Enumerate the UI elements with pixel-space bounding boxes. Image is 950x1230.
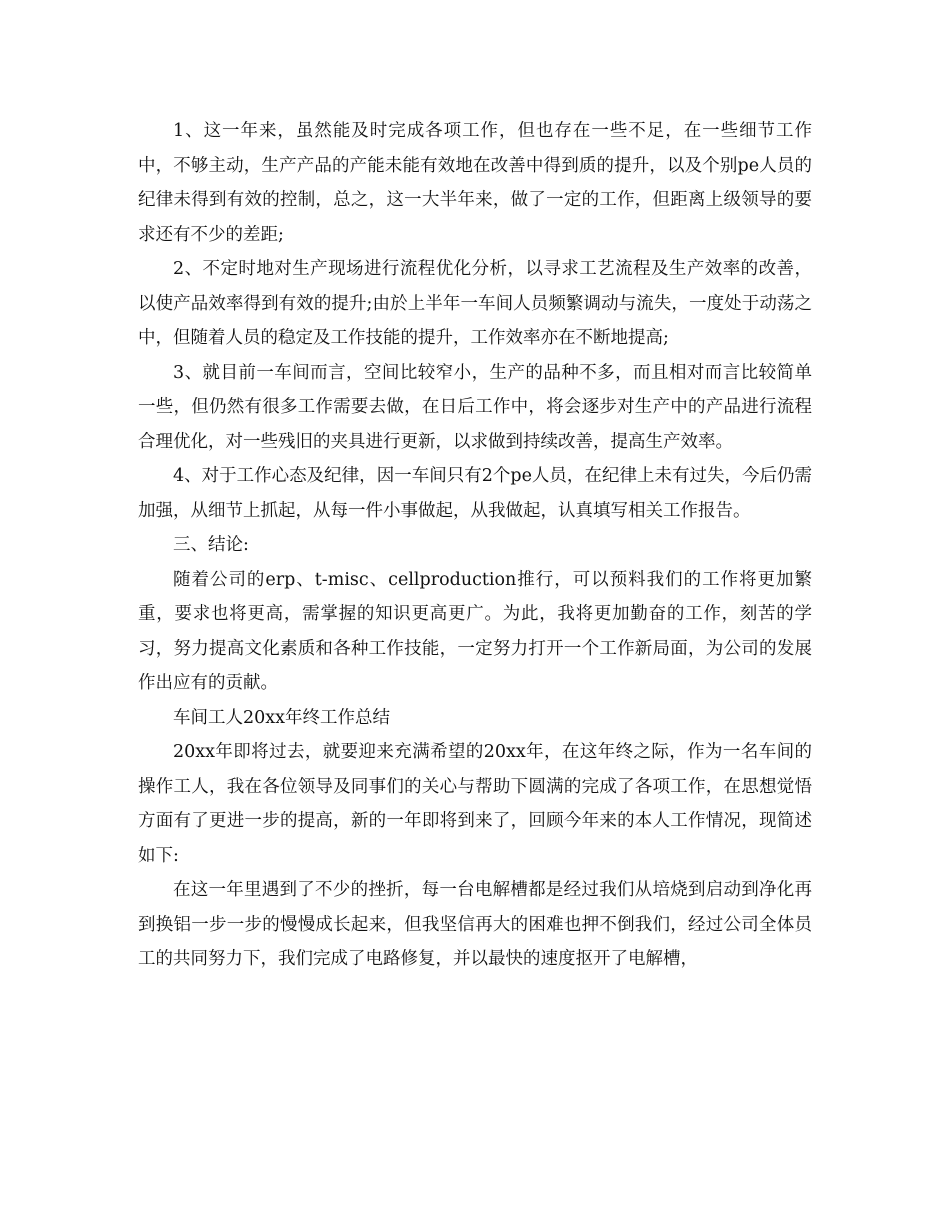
- body-paragraph: 在这一年里遇到了不少的挫折，每一台电解槽都是经过我们从培烧到启动到净化再到换铝一步一步的慢慢成长起来，但我坚信再大的困难也押不倒我们，经过公司全体员工的共同努力下，我们完成了电路修复，并以最快的速度抠开了电解槽，: [138, 880, 812, 969]
- conclusion-paragraph: 随着公司的erp、t-misc、cellproduction推行，可以预料我们的工作将更加繁重，要求也将更高，需掌握的知识更高更广。为此，我将更加勤奋的工作，刻苦的学习，努力提高文化素质和各种工作技能，一定努力打开一个工作新局面，为公司的发展作出应有的贡献。: [138, 569, 812, 693]
- document-body: [138, 114, 812, 977]
- paragraph-item-1: 1、这一年来，虽然能及时完成各项工作，但也存在一些不足，在一些细节工作中，不够主动，生产产品的产能未能有效地在改善中得到质的提升，以及个别pe人员的纪律未得到有效的控制，总之，这一大半年来，做了一定的工作，但距离上级领导的要求还有不少的差距;: [138, 121, 812, 245]
- intro-paragraph: 20xx年即将过去，就要迎来充满希望的20xx年，在这年终之际，作为一名车间的操作工人，我在各位领导及同事们的关心与帮助下圆满的完成了各项工作，在思想觉悟方面有了更进一步的提高，新的一年即将到来了，回顾今年来的本人工作情况，现简述如下:: [138, 742, 812, 866]
- paragraph-item-2: 2、不定时地对生产现场进行流程优化分析，以寻求工艺流程及生产效率的改善，以使产品效率得到有效的提升;由於上半年一车间人员频繁调动与流失，一度处于动荡之中，但随着人员的稳定及工作技能的提升，工作效率亦在不断地提高;: [138, 259, 812, 348]
- paragraph-item-4: 4、对于工作心态及纪律，因一车间只有2个pe人员，在纪律上未有过失，今后仍需加强，从细节上抓起，从每一件小事做起，从我做起，认真填写相关工作报告。: [138, 466, 812, 521]
- paragraph-item-3: 3、就目前一车间而言，空间比较窄小，生产的品种不多，而且相对而言比较简单一些，但仍然有很多工作需要去做，在日后工作中，将会逐步对生产中的产品进行流程合理优化，对一些残旧的夹具进行更新，以求做到持续改善，提高生产效率。: [138, 362, 812, 452]
- article-title: 车间工人20xx年终工作总结: [173, 707, 391, 728]
- section-heading-conclusion: 三、结论:: [173, 535, 249, 555]
